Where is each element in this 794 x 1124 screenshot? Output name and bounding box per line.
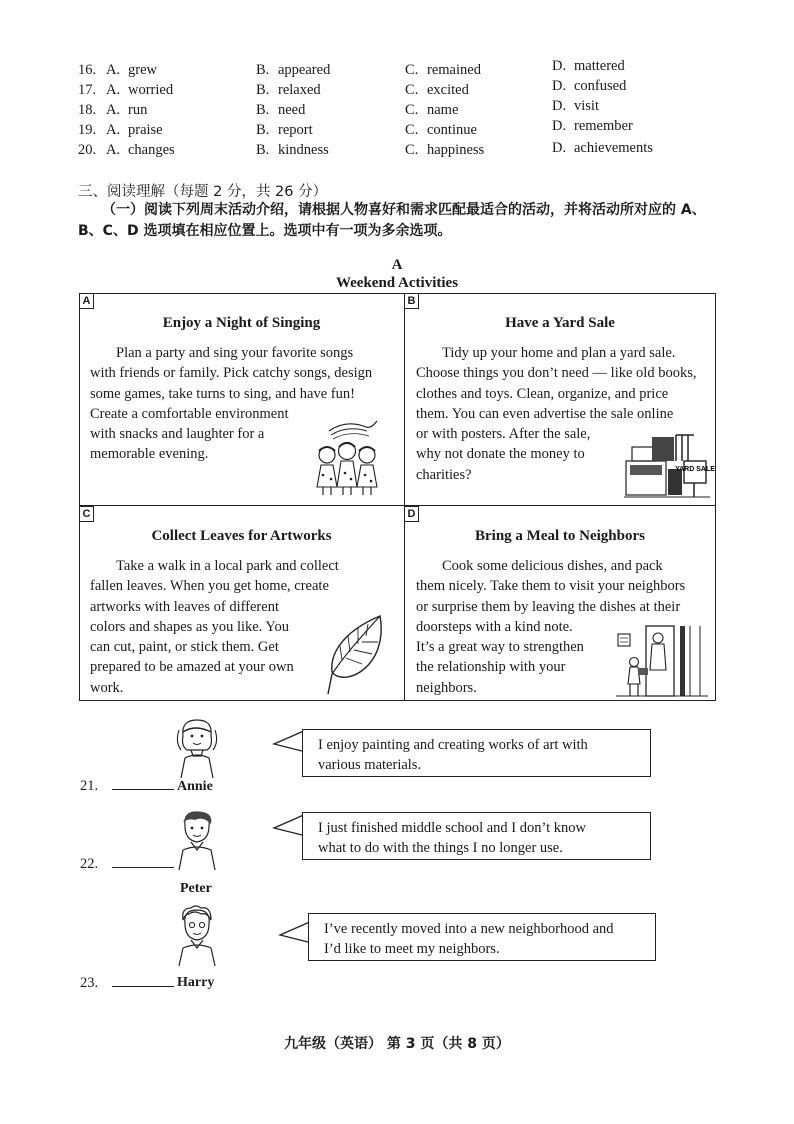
question-18	[0, 98, 794, 122]
option-a: A. run	[106, 102, 148, 118]
answer-blank[interactable]	[112, 777, 174, 790]
option-a: A. praise	[106, 122, 163, 138]
yard-sale-sign: YARD SALE	[675, 466, 715, 473]
activity-text: Take a walk in a local park and collect fallen leaves. When you get home, create artworks with leaves of different colors and shapes as you like. You can cut, paint, or stick them. Get prepared to be amazed at your own work.	[90, 558, 339, 696]
activity-text: Plan a party and sing your favorite songs with friends or family. Pick catchy songs, design some games, take turns to sing, and have fun! Create a comfortable environment with snacks and laughter for a memorable evening.	[90, 345, 373, 463]
option-b: B. need	[256, 102, 306, 118]
option-a: A. grew	[106, 62, 157, 78]
section-instruction: （一）阅读下列周末活动介绍，请根据人物喜好和需求匹配最适合的活动，并将活动所对应的 A、B、C、D 选项填在相应位置上。选项中有一项为多余选项。	[78, 202, 706, 239]
question-number: 20.	[78, 142, 97, 158]
option-d: D. mattered	[552, 58, 625, 74]
activity-d	[404, 506, 716, 701]
option-d: D. remember	[552, 118, 633, 134]
question-number: 22.	[80, 856, 99, 872]
leaf-illustration	[326, 612, 388, 696]
peter-avatar	[173, 808, 221, 870]
passage-title: Weekend Activities	[335, 275, 459, 291]
yard-sale-illustration	[624, 431, 715, 499]
question-16	[0, 58, 794, 82]
annie-avatar	[173, 716, 221, 778]
question-17	[0, 78, 794, 102]
option-a: A. changes	[106, 142, 175, 158]
activity-text: Cook some delicious dishes, and pack them nicely. Take them to visit your neighbors or surprise them by leaving the dishes at their doorsteps with a kind note. It’s a great way to strengthen the relationship with your neighbors.	[416, 558, 686, 696]
answer-line-22	[80, 855, 174, 873]
activity-b	[404, 293, 716, 505]
person-name-peter: Peter	[180, 881, 212, 896]
option-a: A. worried	[106, 82, 174, 98]
section-title: 三、阅读理解（每题 2 分，共 26 分）	[78, 184, 328, 200]
option-b: B. appeared	[256, 62, 331, 78]
person-name-annie: Annie	[177, 779, 213, 794]
activity-label: C	[79, 506, 94, 522]
activity-title: Collect Leaves for Artworks	[151, 528, 332, 544]
option-c: C. continue	[405, 122, 477, 138]
question-number: 16.	[78, 62, 97, 78]
question-number: 21.	[80, 778, 99, 794]
person-name-harry: Harry	[177, 975, 215, 990]
page-footer: 九年级（英语） 第 3 页（共 8 页）	[284, 1036, 510, 1052]
annie-speech-bubble: I enjoy painting and creating works of art with various materials.	[302, 729, 651, 777]
harry-speech-bubble: I’ve recently moved into a new neighborhood and I’d like to meet my neighbors.	[308, 913, 656, 961]
question-19	[0, 118, 794, 142]
option-b: B. kindness	[256, 142, 329, 158]
activity-title: Bring a Meal to Neighbors	[475, 528, 645, 544]
option-c: C. happiness	[405, 142, 485, 158]
activity-text: Tidy up your home and plan a yard sale. Choose things you don’t need — like old books, clothes and toys. Clean, organize, and price them. You can even advertise the sale online or with posters. After the sale, why not donate the money to charities?	[416, 345, 697, 483]
question-number: 23.	[80, 975, 99, 991]
activity-title: Enjoy a Night of Singing	[162, 315, 321, 331]
option-d: D. achievements	[552, 140, 653, 156]
question-20	[0, 142, 794, 162]
option-d: D. visit	[552, 98, 599, 114]
answer-line-21	[80, 777, 174, 795]
bubble-tail	[272, 726, 306, 756]
question-number: 19.	[78, 122, 97, 138]
activity-title: Have a Yard Sale	[505, 315, 615, 331]
activity-label: B	[404, 293, 419, 309]
activity-label: A	[79, 293, 94, 309]
option-c: C. name	[405, 102, 459, 118]
harry-avatar	[173, 904, 221, 966]
option-b: B. report	[256, 122, 313, 138]
answer-blank[interactable]	[112, 855, 174, 868]
activity-c	[79, 506, 404, 701]
bubble-tail	[278, 917, 312, 947]
option-d: D. confused	[552, 78, 627, 94]
activity-label: D	[404, 506, 419, 522]
answer-line-23	[80, 974, 174, 992]
question-number: 17.	[78, 82, 97, 98]
peter-speech-bubble: I just finished middle school and I don’t know what to do with the things I no longer use.	[302, 812, 651, 860]
question-number: 18.	[78, 102, 97, 118]
option-c: C. remained	[405, 62, 481, 78]
activity-a	[79, 293, 404, 505]
answer-blank[interactable]	[112, 974, 174, 987]
bubble-tail	[272, 810, 306, 840]
neighbor-door-illustration	[616, 624, 708, 698]
option-b: B. relaxed	[256, 82, 321, 98]
singing-friends-illustration	[311, 417, 381, 497]
passage-letter: A	[391, 257, 403, 273]
option-c: C. excited	[405, 82, 469, 98]
